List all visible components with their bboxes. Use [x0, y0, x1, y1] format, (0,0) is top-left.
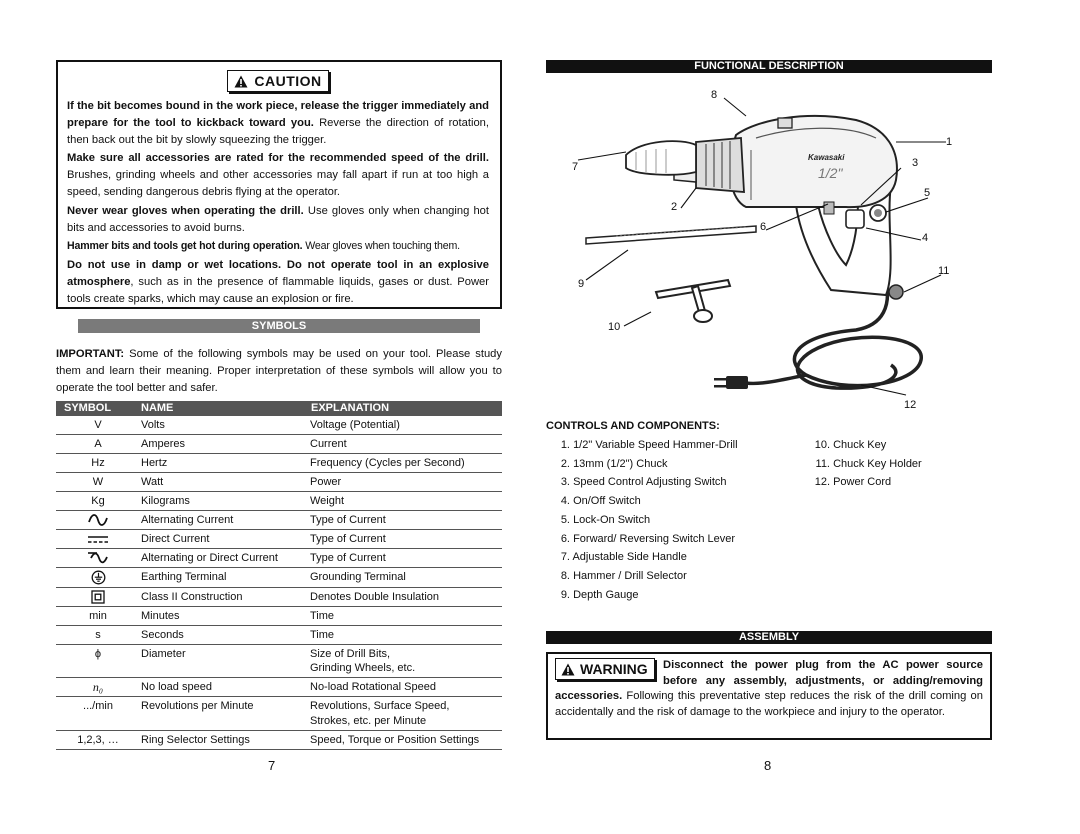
callout-9: 9 — [578, 278, 585, 290]
name-cell: Hertz — [141, 457, 168, 469]
name-cell: Alternating or Direct Current — [141, 552, 278, 564]
list-item — [558, 530, 738, 549]
explanation-cell: Revolutions, Surface Speed, Strokes, etc. per Minute — [310, 700, 450, 727]
table-row — [56, 530, 502, 549]
table-row — [56, 607, 502, 626]
callout-3: 3 — [912, 157, 919, 169]
table-row — [56, 492, 502, 511]
list-item-number: 9. — [560, 588, 570, 601]
important-text: Some of the following symbols may be used on your tool. Please study them and learn their meaning. Proper interpretation of these symbols will allow you to operate the tool better and safer. — [56, 348, 502, 394]
header-explanation: EXPLANATION — [311, 402, 390, 414]
list-item-number: 5. — [560, 513, 570, 526]
symbol-cell: min — [89, 609, 107, 622]
callout-7: 7 — [572, 161, 579, 173]
list-item — [558, 548, 738, 567]
table-row — [56, 568, 502, 588]
controls-list-a — [558, 436, 738, 604]
name-cell: Seconds — [141, 628, 184, 641]
table-row — [56, 697, 502, 731]
callout-12: 12 — [904, 399, 917, 411]
assembly-heading: ASSEMBLY — [546, 631, 992, 644]
table-row — [56, 588, 502, 607]
warning-triangle-icon — [234, 75, 248, 88]
explanation-cell: No-load Rotational Speed — [310, 681, 436, 693]
warning-label — [555, 658, 655, 680]
alternating-current-icon — [87, 513, 109, 527]
table-row — [56, 416, 502, 435]
table-row — [56, 454, 502, 473]
list-item — [558, 567, 738, 586]
warning-label-text: WARNING — [580, 661, 648, 677]
list-item-label: Hammer / Drill Selector — [573, 569, 687, 582]
controls-title: CONTROLS AND COMPONENTS: — [546, 420, 720, 432]
explanation-cell: Voltage (Potential) — [310, 419, 400, 431]
callout-8: 8 — [711, 89, 718, 101]
table-row — [56, 549, 502, 568]
important-label: IMPORTANT: — [56, 348, 125, 360]
list-item-label: On/Off Switch — [573, 495, 641, 508]
list-item-number: 4. — [560, 495, 570, 508]
explanation-cell: Frequency (Cycles per Second) — [310, 457, 465, 469]
caution-paragraph-1-bold: If the bit becomes bound in the work piece, release the trigger immediately and prepare for the tool to kickback toward you. — [67, 100, 489, 129]
chuck-key-holder — [889, 285, 903, 299]
caution-paragraph-5 — [67, 257, 489, 307]
list-item-label: Adjustable Side Handle — [572, 551, 687, 564]
table-row — [56, 435, 502, 454]
explanation-cell: Time — [310, 628, 335, 641]
important-paragraph — [56, 346, 502, 397]
name-cell: Class II Construction — [141, 590, 243, 603]
explanation-cell: Current — [310, 438, 347, 450]
list-item — [812, 436, 922, 455]
list-item-label: Forward/ Reversing Switch Lever — [573, 532, 736, 545]
plug — [714, 376, 748, 389]
table-row — [56, 473, 502, 492]
callout-5: 5 — [924, 187, 931, 199]
caution-paragraph-3-text: Use gloves only when changing hot bits and accessories to avoid burns. — [67, 204, 489, 234]
explanation-cell: Grounding Terminal — [310, 571, 406, 583]
callout-6: 6 — [760, 221, 767, 233]
table-row — [56, 626, 502, 645]
list-item-label: Chuck Key Holder — [833, 457, 922, 470]
explanation-cell: Power — [310, 476, 342, 488]
list-item — [812, 473, 922, 492]
list-item-label: 13mm (1/2") Chuck — [573, 457, 668, 470]
list-item-number: 2. — [560, 457, 570, 470]
list-item-number: 10. — [814, 439, 830, 451]
list-item-number: 6. — [560, 532, 570, 545]
symbol-cell: A — [94, 438, 102, 450]
caution-paragraph-2-text: Brushes, grinding wheels and other accessories may fall apart if run at too high a speed, sending dangerous debris flying at the operator. — [67, 169, 489, 198]
caution-paragraph-3 — [67, 203, 489, 237]
chuck-key — [656, 280, 730, 322]
list-item-label: Lock-On Switch — [573, 513, 651, 526]
caution-paragraph-5-text: , such as in the presence of flammable liquids, gases or dust. Power tools create sparks, which may cause an explosion or fire. — [67, 275, 489, 305]
warning-bold-text: Disconnect the power plug from the AC power source before any assembly, adjustments, or adding/removing accessories. — [555, 659, 983, 703]
list-item — [558, 511, 738, 530]
warning-box — [546, 652, 992, 740]
callout-11: 11 — [938, 265, 950, 277]
list-item — [558, 455, 738, 474]
depth-gauge — [586, 226, 756, 244]
list-item-label: Depth Gauge — [573, 588, 639, 601]
list-item-label: 1/2" Variable Speed Hammer-Drill — [573, 439, 738, 451]
explanation-cell: Speed, Torque or Position Settings — [310, 733, 480, 746]
list-item — [558, 436, 738, 455]
ac-dc-icon — [87, 551, 109, 565]
table-row — [56, 511, 502, 530]
list-item — [558, 473, 738, 492]
name-cell: No load speed — [141, 681, 212, 693]
warning-body-text: Following this preventative step reduces the risk of the drill coming on accidentally and the risk of damage to the workpiece and injury to the operator. — [555, 690, 983, 718]
list-item — [558, 586, 738, 605]
name-cell: Alternating Current — [141, 514, 234, 526]
class-ii-icon — [91, 590, 105, 604]
caution-label — [227, 70, 329, 92]
list-item-number: 11. — [815, 457, 830, 470]
on-off-switch — [846, 210, 864, 228]
earthing-terminal-icon — [91, 570, 106, 585]
symbol-cell: s — [95, 628, 101, 641]
caution-paragraph-3-bold: Never wear gloves when operating the drill. — [67, 204, 304, 217]
explanation-cell: Type of Current — [310, 533, 386, 545]
name-cell: Earthing Terminal — [141, 571, 227, 583]
caution-paragraph-4-bold: Hammer bits and tools get hot during operation. — [67, 240, 303, 253]
symbol-cell — [56, 532, 140, 547]
list-item-number: 12. — [814, 476, 830, 489]
warning-triangle-icon — [561, 663, 575, 676]
caution-paragraph-1-text: Reverse the direction of rotation, then back out the bit by slowly squeezing the trigger. — [67, 116, 489, 146]
controls-list-b — [812, 436, 922, 492]
list-item-label: Power Cord — [833, 476, 892, 489]
table-row — [56, 645, 502, 679]
drill-illustration — [556, 80, 976, 420]
drill-size-text: 1/2" — [818, 165, 843, 181]
caution-paragraph-5-bold: Do not use in damp or wet locations. Do not operate tool in an explosive atmosphere — [67, 259, 489, 288]
name-cell: Kilograms — [141, 495, 190, 507]
list-item-label: Speed Control Adjusting Switch — [573, 476, 727, 489]
list-item-number: 7. — [560, 551, 570, 564]
name-cell: Revolutions per Minute — [141, 700, 254, 712]
explanation-cell: Type of Current — [310, 552, 386, 564]
name-cell: Volts — [141, 419, 165, 431]
symbol-cell — [56, 570, 140, 585]
callout-1: 1 — [946, 136, 953, 148]
symbol-cell: 1,2,3, … — [77, 733, 119, 746]
symbol-cell — [56, 590, 140, 605]
callout-10: 10 — [608, 321, 621, 333]
symbol-cell: W — [92, 476, 104, 488]
caution-box — [56, 60, 502, 309]
name-cell: Amperes — [141, 438, 186, 450]
symbol-cell: n₀ — [92, 680, 104, 694]
table-row — [56, 731, 502, 750]
symbol-cell: Kg — [91, 495, 105, 507]
header-name: NAME — [141, 402, 174, 414]
caution-paragraph-2-bold: Make sure all accessories are rated for the recommended speed of the drill. — [67, 152, 489, 165]
functional-description-heading: FUNCTIONAL DESCRIPTION — [546, 60, 992, 73]
symbols-table — [56, 401, 502, 750]
name-cell: Minutes — [141, 609, 180, 622]
drill-brand-text: Kawasaki — [808, 153, 845, 162]
symbol-cell: .../min — [83, 700, 113, 712]
explanation-cell: Weight — [310, 495, 345, 507]
list-item — [558, 492, 738, 511]
symbol-cell — [56, 513, 140, 528]
table-row — [56, 678, 502, 697]
caution-label-text: CAUTION — [254, 73, 322, 89]
list-item — [812, 455, 922, 474]
symbol-cell: Hz — [91, 457, 105, 469]
caution-paragraph-4 — [67, 238, 489, 255]
direct-current-icon — [87, 534, 109, 544]
symbol-cell — [56, 551, 140, 566]
caution-paragraph-4-text: Wear gloves when touching them. — [302, 240, 460, 253]
reversing-lever — [824, 202, 834, 214]
name-cell: Ring Selector Settings — [141, 733, 250, 746]
symbol-cell: ϕ — [94, 647, 102, 660]
name-cell: Direct Current — [141, 533, 210, 545]
list-item-label: Chuck Key — [833, 439, 887, 451]
caution-paragraph-2 — [67, 150, 489, 200]
symbol-cell: V — [94, 419, 102, 431]
header-symbol: SYMBOL — [64, 402, 112, 414]
symbols-table-header — [56, 401, 502, 416]
explanation-cell: Denotes Double Insulation — [310, 590, 440, 603]
explanation-cell: Size of Drill Bits, Grinding Wheels, etc. — [310, 647, 416, 674]
name-cell: Watt — [141, 476, 164, 488]
symbols-heading: SYMBOLS — [78, 319, 480, 333]
page-number-right: 8 — [764, 758, 772, 773]
list-item-number: 1. — [560, 439, 570, 451]
caution-paragraph-1 — [67, 98, 489, 148]
callout-2: 2 — [671, 201, 678, 213]
explanation-cell: Time — [310, 609, 335, 622]
list-item-number: 8. — [560, 569, 570, 582]
explanation-cell: Type of Current — [310, 514, 386, 526]
hammer-drill-selector — [778, 118, 792, 128]
list-item-number: 3. — [560, 476, 570, 489]
name-cell: Diameter — [141, 647, 186, 660]
callout-4: 4 — [922, 232, 929, 244]
page-number-left: 7 — [268, 758, 276, 773]
